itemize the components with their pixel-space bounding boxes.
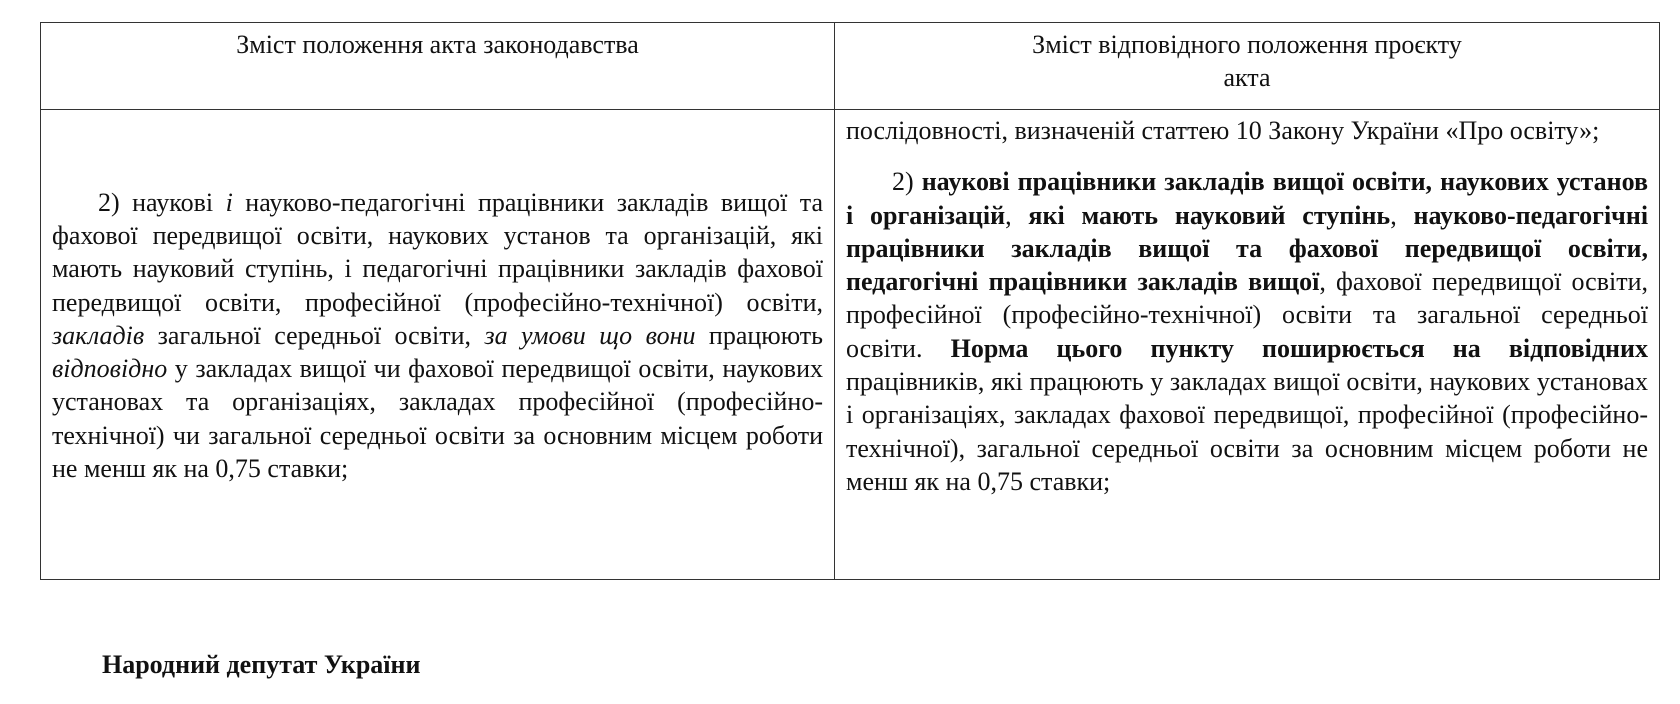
- signature-title: Народний депутат України: [102, 650, 421, 679]
- draft-act-seg05: ,: [1390, 200, 1414, 230]
- current-law-seg08: відповідно: [52, 354, 168, 384]
- current-law-seg01: 2) наукові: [98, 187, 226, 217]
- draft-act-paragraph: [846, 165, 1648, 498]
- draft-act-seg03: ,: [1005, 200, 1029, 230]
- draft-act-seg08: Норма цього пункту поширюється на відповідних: [950, 333, 1648, 363]
- draft-act-seg09: працівників, які працюють у закладах вищої освіти, наукових установах і організаціях, закладах фахової передвищої, професійної (професійно-технічної), загальної середньої освіти за основним місцем роботи не менш як на 0,75 ставки;: [846, 367, 1648, 496]
- draft-act-seg06: науково-педагогічні працівники закладів вищої та фахової передвищої освіти, педагогічні працівники закладів вищої: [846, 200, 1649, 297]
- header-current-law-text: Зміст положення акта законодавства: [236, 30, 639, 59]
- current-law-seg05: загальної середньої освіти,: [144, 320, 485, 350]
- table-body-row: [41, 110, 1660, 580]
- current-law-seg04: закладів: [52, 320, 145, 350]
- cell-draft-act: [835, 110, 1660, 580]
- current-law-seg03: науково-педагогічні працівники закладів вищої та фахової передвищої освіти, наукових установ та організацій, які мають науковий ступінь, і педагогічні працівники закладів фахової передвищої освіти, професійної (професійно-технічної) освіти,: [52, 187, 823, 317]
- draft-act-seg07: , фахової передвищої освіти, професійної (професійно-технічної) освіти та загальної середньої освіти.: [846, 267, 1648, 363]
- header-cell-draft-act: [835, 23, 1660, 110]
- current-law-seg02: і: [225, 187, 233, 217]
- draft-act-seg02: наукові працівники закладів вищої освіти, наукових установ і організацій: [846, 167, 1648, 230]
- header-draft-act-text-line1: Зміст відповідного положення проєкту: [1032, 30, 1462, 59]
- current-law-seg09: у закладах вищої чи фахової передвищої освіти, наукових установах та організаціях, закладах професійної (професійно-технічної) чи загальної середньої освіти за основним місцем роботи не менш як на 0,75 ставки;: [52, 354, 823, 484]
- current-law-seg06: за умови що вони: [484, 320, 696, 350]
- current-law-seg07: працюють: [695, 320, 824, 350]
- header-draft-act-text-line2: акта: [1223, 63, 1271, 92]
- draft-act-seg04: які мають науковий ступінь: [1028, 200, 1391, 230]
- header-cell-current-law: [41, 23, 835, 110]
- table-header-row: [41, 23, 1660, 110]
- draft-act-paragraph-continuation: послідовності, визначеній статтею 10 Закону України «Про освіту»;: [846, 116, 1600, 145]
- cell-current-law: [41, 110, 835, 580]
- comparison-table: [40, 22, 1660, 580]
- draft-act-seg01: 2): [892, 167, 922, 197]
- current-law-paragraph: [41, 186, 834, 486]
